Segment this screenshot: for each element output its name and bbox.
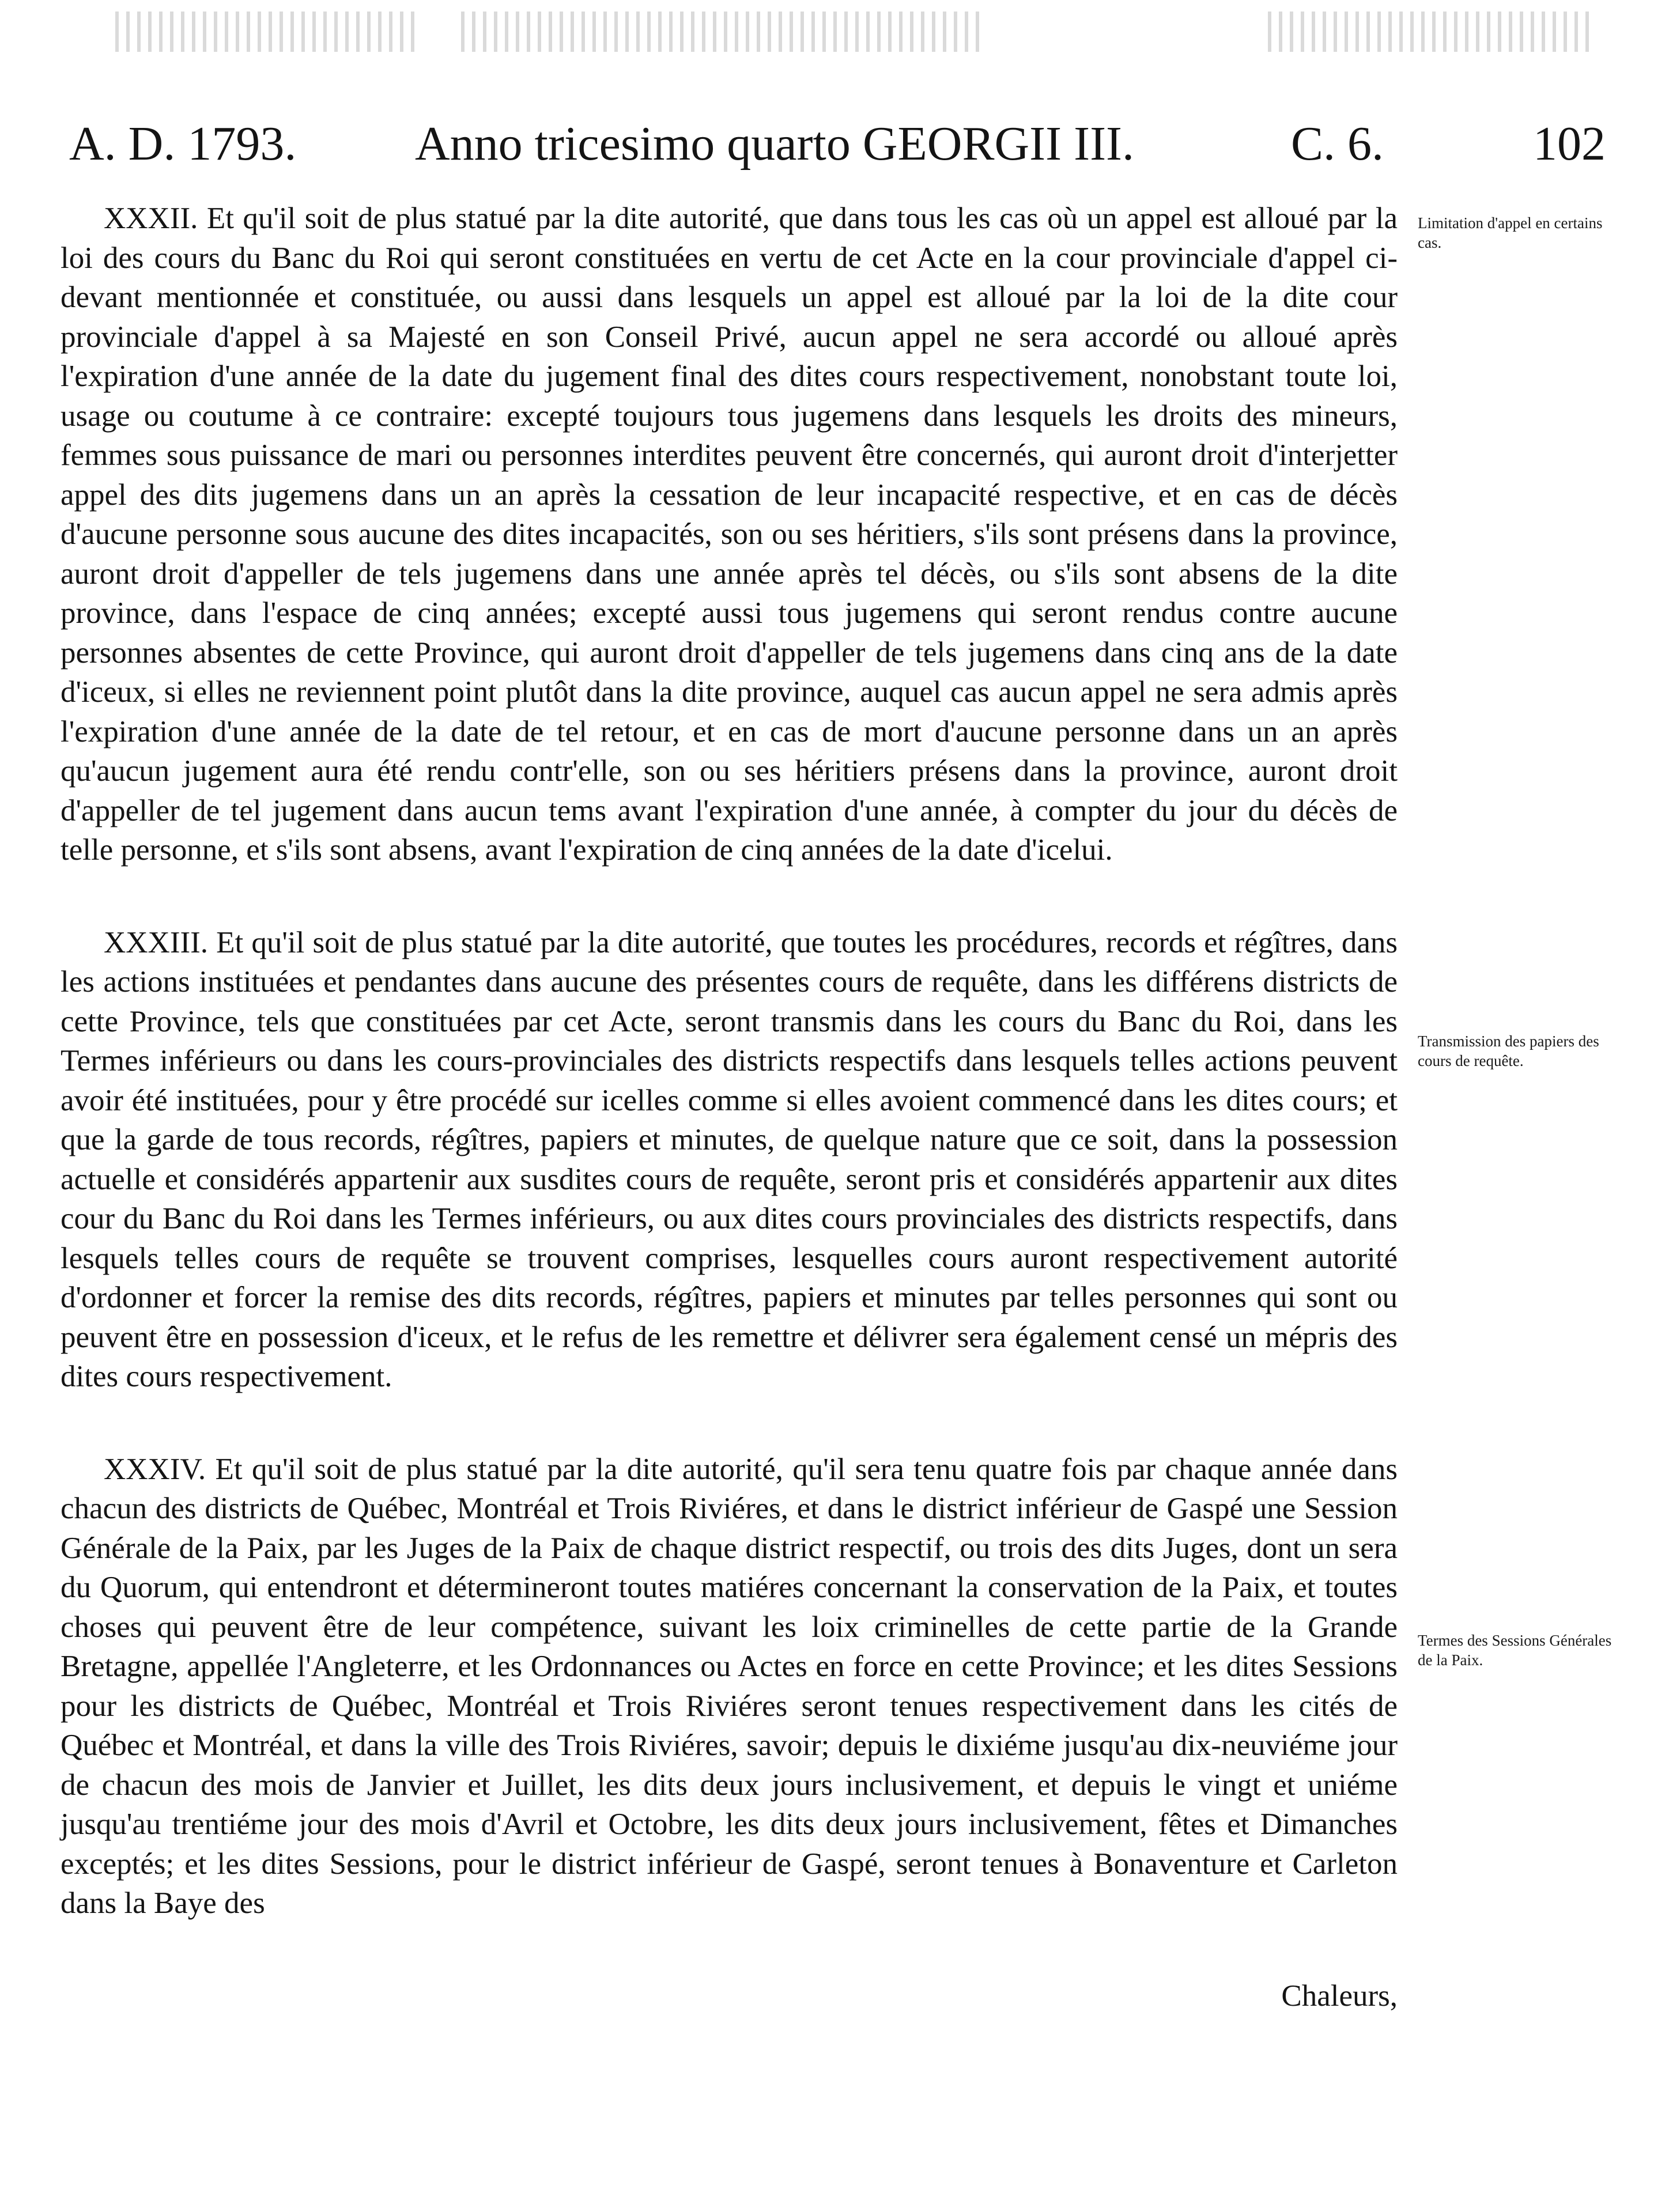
section-xxxiv: XXXIV. Et qu'il soit de plus statué par la dite autorité, qu'il sera tenu quatre fois par chaque année dans chacun des districts de Québec, Montréal et Trois Riviéres, et dans le district inférieur de Gaspé une Session Générale de la Paix, par les Juges de la Paix de chaque district respectif, ou trois des dits Juges, dont un sera du Quorum, qui entendront et détermineront toutes matiéres concernant la conservation de la Paix, et toutes choses qui peuvent être de leur compétence, suivant les loix criminelles de cette partie de la Grande Bretagne, appellée l'Angleterre, et les Ordonnances ou Actes en force en cette Province; et les dites Sessions pour les districts de Québec, Montréal et Trois Riviéres seront tenues respectivement dans les cités de Québec et Montréal, et dans la ville des Trois Riviéres, savoir; depuis le dixiéme jusqu'au dix-neuviéme jour de chacun des mois de Janvier et Juillet, les dits deux jours inclusivement, et depuis le vingt et uniéme jusqu'au trentiéme jour des mois d'Avril et Octobre, les dits deux jours inclusivement, fêtes et Dimanches exceptés; et les dites Sessions, pour le district inférieur de Gaspé, seront tenues à Bonaventure et Carleton dans la Baye des	[61, 1452, 1398, 1920]
page-number: 102	[1533, 117, 1606, 171]
header-title: Anno tricesimo quarto GEORGII III.	[415, 117, 1135, 171]
header-year: A. D. 1793.	[69, 117, 297, 171]
header-chapter: C. 6.	[1291, 117, 1384, 171]
bleed-through-mark	[461, 12, 980, 52]
marginal-note-xxxiv: Termes des Sessions Générales de la Paix.	[1418, 1632, 1612, 1669]
bleed-through-mark	[1268, 12, 1591, 52]
running-header	[69, 112, 1614, 176]
bleed-through-mark	[115, 12, 415, 52]
marginal-note-xxxii: Limitation d'appel en certains cas.	[1418, 214, 1603, 251]
section-xxxiii: XXXIII. Et qu'il soit de plus statué par la dite autorité, que toutes les procédures, records et régîtres, dans les actions instituées et pendantes dans aucune des présentes cours de requête, dans les différens districts de cette Province, tels que constituées par cet Acte, seront transmis dans les cours du Banc du Roi, dans les Termes inférieurs ou dans les cours-provinciales des districts respectifs dans lesquels telles actions peuvent avoir été instituées, pour y être procédé sur icelles comme si elles avoient commencé dans les dites cours; et que la garde de tous records, régîtres, papiers et minutes, de quelque nature que ce soit, dans la possession actuelle et considérés appartenir aux susdites cours de requête, seront pris et considérés appartenir aux dites cour du Banc du Roi dans les Termes inférieurs, ou aux dites cours provinciales des districts respectifs, dans lesquels telles cours de requête se trouvent comprises, lesquelles cours auront respectivement autorité d'ordonner et forcer la remise des dits records, régîtres, papiers et minutes par telles personnes qui sont ou peuvent être en possession d'iceux, et le refus de les remettre et délivrer sera également censé un mépris des dites cours respectivement.	[61, 925, 1398, 1393]
main-text	[61, 199, 1398, 2016]
marginal-note-xxxiii: Transmission des papiers des cours de requête.	[1418, 1033, 1599, 1069]
catchword: Chaleurs,	[1281, 1979, 1398, 2013]
section-xxxii: XXXII. Et qu'il soit de plus statué par la dite autorité, que dans tous les cas où un appel est alloué par la loi des cours du Banc du Roi qui seront constituées en vertu de cet Acte en la cour provinciale d'appel ci-devant mentionnée et constituée, ou aussi dans lesquels un appel est alloué par la loi de la dite cour provinciale d'appel à sa Majesté en son Conseil Privé, aucun appel ne sera accordé ou alloué après l'expiration d'une année de la date du jugement final des dites cours respectivement, nonobstant toute loi, usage ou coutume à ce contraire: excepté toujours tous jugemens dans lesquels les droits des mineurs, femmes sous puissance de mari ou personnes interdites peuvent être concernés, qui auront droit d'interjetter appel des dits jugemens dans un an après la cessation de leur incapacité respective, et en cas de décès d'aucune personne sous aucune des dites incapacités, son ou ses héritiers, s'ils sont présens dans la province, auront droit d'appeller de tels jugemens dans une année après tel décès, ou s'ils sont absens de la dite province, dans l'espace de cinq années; excepté aussi tous jugemens qui seront rendus contre aucune personnes absentes de cette Province, qui auront droit d'appeller de tels jugemens dans cinq ans de la date d'iceux, si elles ne reviennent point plutôt dans la dite province, auquel cas aucun appel ne sera admis après l'expiration d'une année de la date de tel retour, et en cas de mort d'aucune personne dans un an après qu'aucun jugement aura été rendu contr'elle, son ou ses héritiers présens dans la province, auront droit d'appeller de tel jugement dans aucun tems avant l'expiration d'une année, à compter du jour du décès de telle personne, et s'ils sont absens, avant l'expiration de cinq années de la date d'icelui.	[61, 202, 1398, 867]
